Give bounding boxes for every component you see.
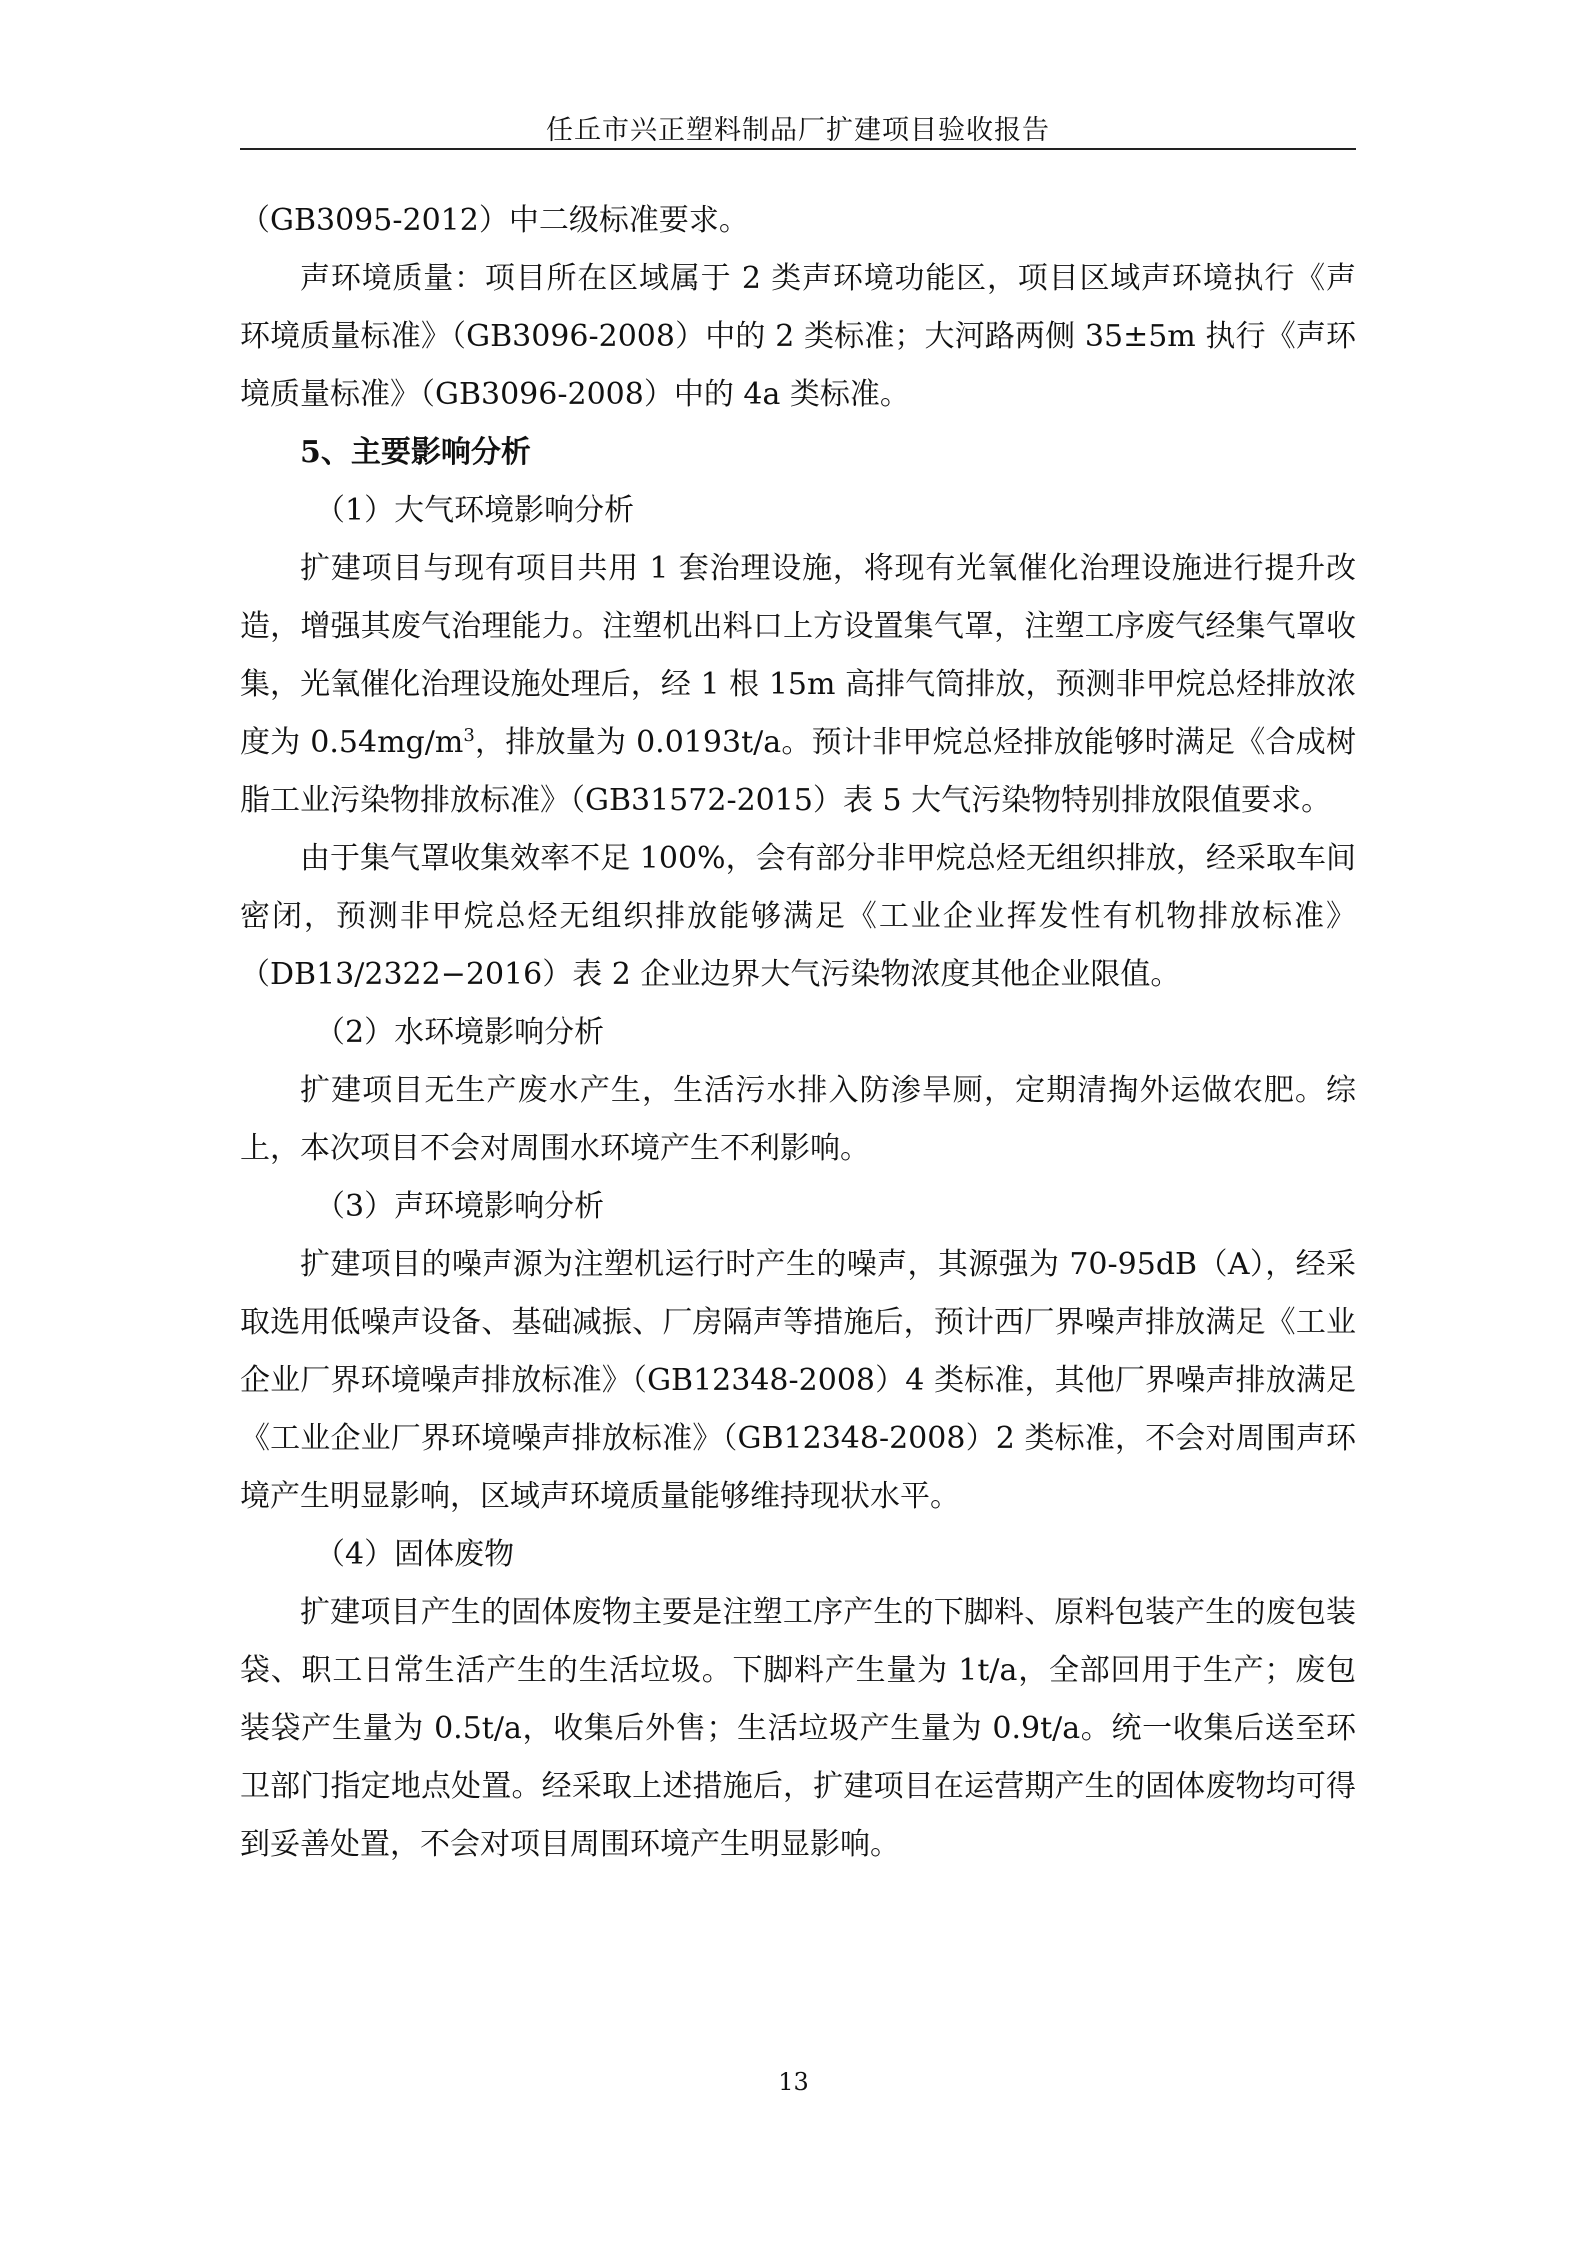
air-treatment-text-a: 扩建项目与现有项目共用 1 套治理设施，将现有光氧催化治理设施进行提升改造，增强其废气治理能力。注塑机出料口上方设置集气罩，注塑工序废气经集气罩收集，光氧催化治理设施处理后，经 1 根 15m 高排气筒排放，预测非甲烷总烃排放浓度为 0.54mg/m [240, 551, 1356, 760]
subheading-air-impact: （1）大气环境影响分析 [315, 493, 635, 528]
superscript-cubic: 3 [463, 725, 475, 746]
paragraph-solid-waste: 扩建项目产生的固体废物主要是注塑工序产生的下脚料、原料包装产生的废包装袋、职工日常生活产生的生活垃圾。下脚料产生量为 1t/a，全部回用于生产；废包装袋产生量为 0.5t/a，收集后外售；生活垃圾产生量为 0.9t/a。统一收集后送至环卫部门指定地点处置。经采取上述措施后，扩建项目在运营期产生的固体废物均可得到妥善处置，不会对项目周围环境产生明显影响。 [240, 1595, 1356, 1862]
paragraph-air-treatment [240, 540, 1356, 830]
document-body [240, 192, 1356, 1874]
paragraph-air-standard-end: （GB3095-2012）中二级标准要求。 [240, 203, 749, 238]
paragraph-noise-impact: 扩建项目的噪声源为注塑机运行时产生的噪声，其源强为 70-95dB（A），经采取选用低噪声设备、基础减振、厂房隔声等措施后，预计西厂界噪声排放满足《工业企业厂界环境噪声排放标准》（GB12348-2008）4 类标准，其他厂界噪声排放满足《工业企业厂界环境噪声排放标准》（GB12348-2008）2 类标准，不会对周围声环境产生明显影响，区域声环境质量能够维持现状水平。 [240, 1247, 1356, 1514]
section-heading-impact-analysis: 5、主要影响分析 [300, 435, 531, 470]
subheading-noise-impact: （3）声环境影响分析 [315, 1189, 605, 1224]
subheading-water-impact: （2）水环境影响分析 [315, 1015, 605, 1050]
subheading-solid-waste: （4）固体废物 [315, 1537, 515, 1572]
paragraph-noise-quality: 声环境质量：项目所在区域属于 2 类声环境功能区，项目区域声环境执行《声环境质量标准》（GB3096-2008）中的 2 类标准；大河路两侧 35±5m 执行《声环境质量标准》（GB3096-2008）中的 4a 类标准。 [240, 261, 1356, 412]
paragraph-fugitive-emission: 由于集气罩收集效率不足 100%，会有部分非甲烷总烃无组织排放，经采取车间密闭，预测非甲烷总烃无组织排放能够满足《工业企业挥发性有机物排放标准》（DB13/2322−2016）表 2 企业边界大气污染物浓度其他企业限值。 [240, 841, 1356, 992]
paragraph-water-impact: 扩建项目无生产废水产生，生活污水排入防渗旱厕，定期清掏外运做农肥。综上，本次项目不会对周围水环境产生不利影响。 [240, 1073, 1356, 1166]
page-header-title: 任丘市兴正塑料制品厂扩建项目验收报告 [546, 115, 1050, 146]
page-number: 13 [778, 2068, 809, 2096]
header-divider [240, 148, 1356, 150]
air-treatment-text-b: ，排放量为 0.0193t/a。预计非甲烷总烃排放能够时满足《合成树脂工业污染物排放标准》（GB31572-2015）表 5 大气污染物特别排放限值要求。 [240, 725, 1356, 818]
